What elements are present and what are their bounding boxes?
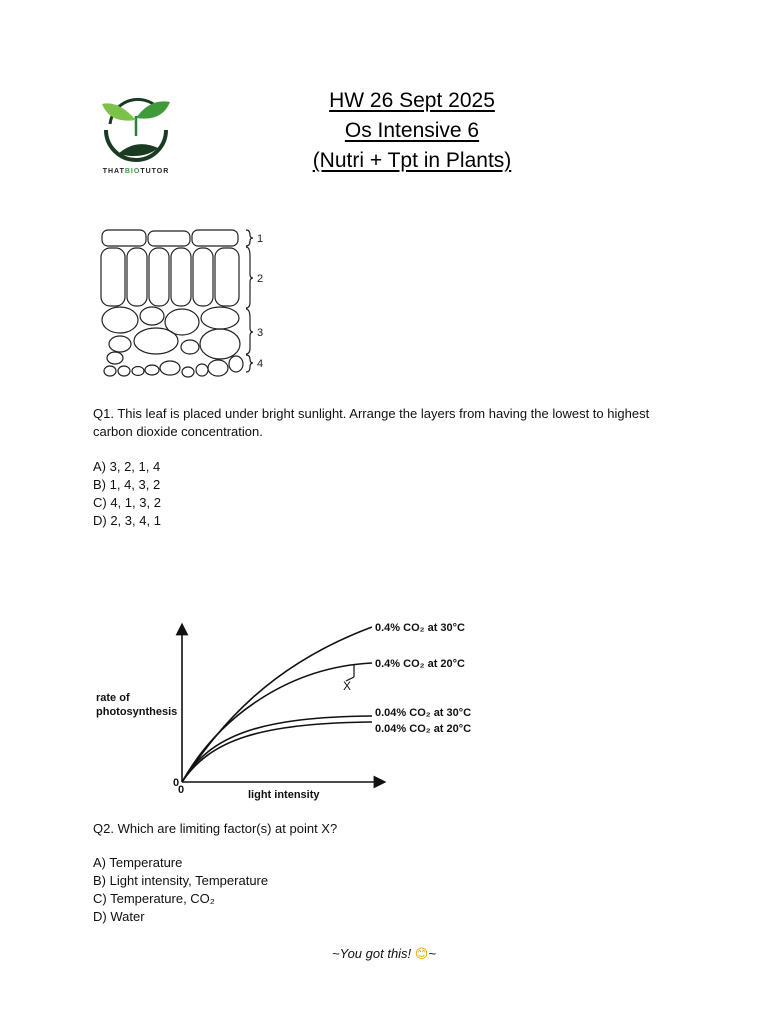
question-2-option-c: C) Temperature, CO₂ (93, 891, 215, 906)
smiley-icon: 😊 (414, 946, 429, 961)
layer-label-1: 1 (257, 233, 264, 245)
question-1-option-c: C) 4, 1, 3, 2 (93, 495, 161, 510)
question-1-option-d: D) 2, 3, 4, 1 (93, 513, 161, 528)
question-2-option-a: A) Temperature (93, 855, 183, 870)
point-x-label: X (343, 679, 352, 693)
encouragement-footer: ~You got this! 😊~ (332, 946, 436, 961)
curve-label-2: 0.4% CO₂ at 20°C (375, 658, 465, 670)
question-1-option-a: A) 3, 2, 1, 4 (93, 459, 161, 474)
curve-004-co2-30c (182, 716, 372, 782)
layer-label-3: 3 (257, 327, 264, 339)
curve-label-3: 0.04% CO₂ at 30°C (375, 707, 472, 719)
curve-label-1: 0.4% CO₂ at 30°C (375, 622, 465, 634)
y-axis-label-line-2: photosynthesis (96, 706, 178, 718)
curve-004-co2-20c (182, 722, 372, 782)
layer-label-4: 4 (257, 358, 264, 370)
page-title-line-3: (Nutri + Tpt in Plants) (312, 149, 512, 172)
y-axis-label-line-1: rate of (96, 692, 130, 704)
layer-label-2: 2 (257, 273, 264, 285)
page-title-line-2: Os Intensive 6 (344, 119, 480, 142)
curve-label-4: 0.04% CO₂ at 20°C (375, 723, 472, 735)
logo (96, 90, 176, 166)
question-1-text: Q1. This leaf is placed under bright sunlight. Arrange the layers from having the lowest to highest carbon dioxide concentration. (93, 406, 650, 439)
brand-name: THATBIOTUTOR (102, 168, 170, 175)
question-2-option-d: D) Water (93, 909, 145, 924)
y-origin-label: 0 (173, 777, 180, 789)
question-2-option-b: B) Light intensity, Temperature (93, 873, 269, 888)
page-title-line-1: HW 26 Sept 2025 (329, 89, 495, 112)
curve-04-co2-30c (182, 627, 372, 782)
photosynthesis-graph (90, 615, 490, 805)
x-axis-label: light intensity (248, 789, 320, 801)
x-origin-label: 0 (178, 784, 185, 796)
leaf-cross-section-diagram (98, 226, 278, 382)
question-2-text: Q2. Which are limiting factor(s) at point X? (93, 821, 338, 836)
question-1-option-b: B) 1, 4, 3, 2 (93, 477, 161, 492)
seedling-logo-icon (96, 90, 176, 166)
